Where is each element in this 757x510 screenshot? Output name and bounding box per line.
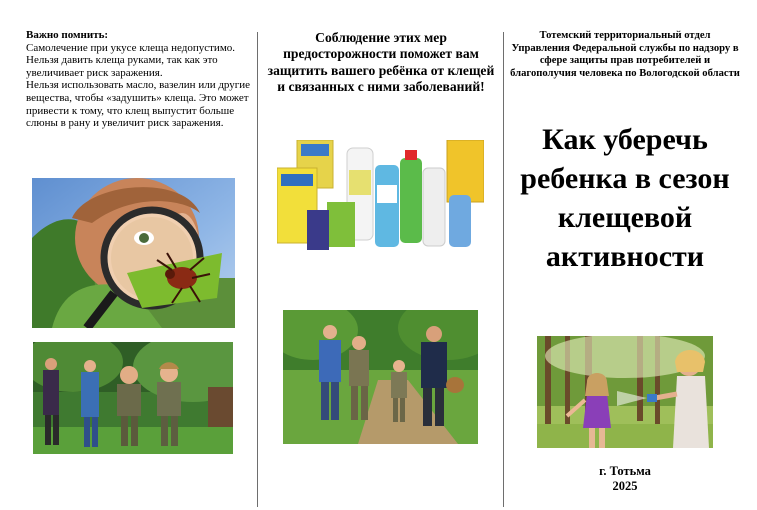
advice-line-1: Самолечение при укусе клеща недопустимо.	[26, 41, 236, 54]
family-forest-walk-photo	[283, 310, 478, 444]
children-nature-photo	[33, 342, 233, 454]
column-divider-left	[257, 32, 258, 507]
important-heading: Важно помнить:	[26, 29, 109, 41]
column-divider-right	[503, 32, 504, 507]
middle-heading: Соблюдение этих мер предосторожности поможет вам защитить вашего ребёнка от клещей и связанных с ними заболеваний!	[267, 30, 495, 95]
city-and-year	[510, 464, 740, 494]
boy-magnifier-tick-photo	[32, 178, 235, 328]
city-name: г. Тотьма	[599, 464, 651, 478]
repellent-products-photo	[277, 140, 484, 253]
advice-line-3: Нельзя использовать масло, вазелин или другие вещества, чтобы «задушить» клеща. Это может привести к тому, что клещ выпустит больше слюны в рану и увеличит риск заражения.	[26, 79, 251, 130]
girl-spray-forest-photo	[537, 336, 713, 448]
left-panel-text	[26, 29, 251, 130]
advice-line-2: Нельзя давить клеща руками, так как это увеличивает риск заражения.	[26, 54, 218, 79]
brochure-title: Как уберечь ребенка в сезон клещевой активности	[520, 123, 730, 273]
publication-year: 2025	[612, 479, 638, 493]
organization-name: Тотемский территориальный отдел Управления Федеральной службы по надзору в сфере защиты прав потребителей и благополучия человека по Вологодской области	[510, 30, 740, 79]
